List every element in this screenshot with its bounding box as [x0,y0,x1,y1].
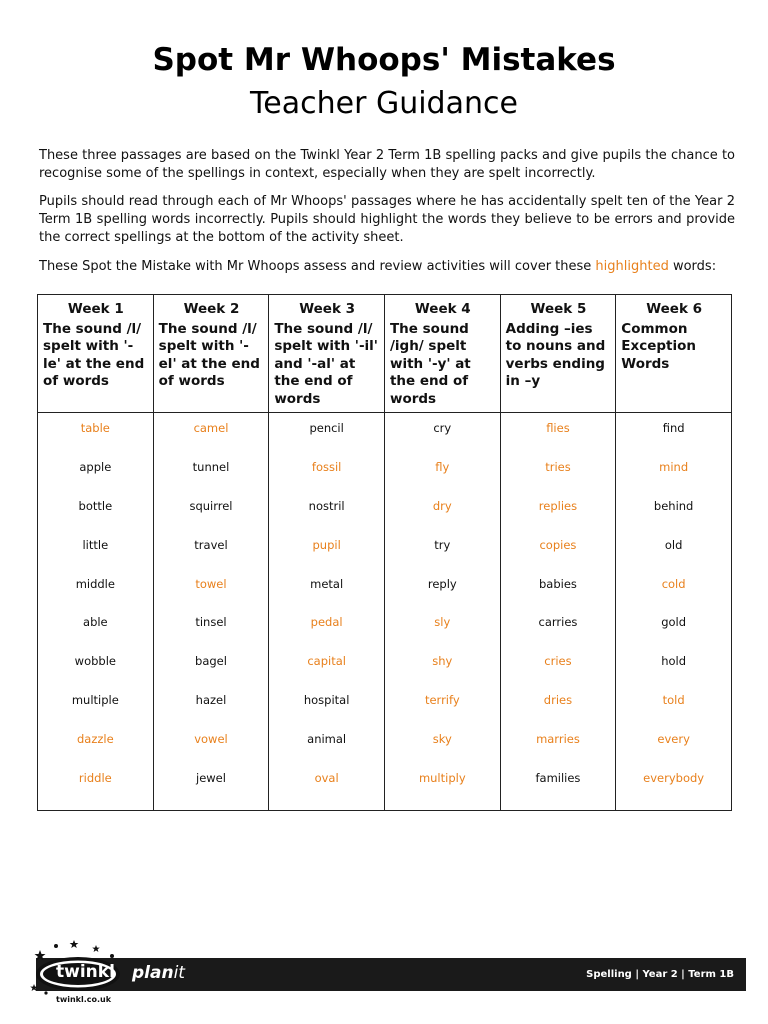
spelling-word: carries [538,615,578,630]
spelling-word: metal [310,576,344,591]
spelling-word: shy [432,654,453,669]
intro-highlighted-word: highlighted [595,259,669,274]
week-label: Week 6 [646,301,703,317]
planit-logo [132,963,185,983]
spelling-word: camel [193,421,229,435]
spelling-word: able [83,615,108,630]
footer-site-url: twinkl.co.uk [56,995,112,1004]
week-label: Week 3 [299,301,356,317]
spelling-word: oval [314,771,339,786]
week-words-cell [38,413,154,811]
spelling-word: bagel [195,654,227,669]
spelling-word: travel [194,537,228,552]
page-subtitle: Teacher Guidance [250,86,518,121]
spelling-word: families [535,771,581,786]
week-words-cell [269,413,385,811]
page-title: Spot Mr Whoops' Mistakes [152,42,616,78]
spelling-word: capital [307,654,346,669]
spelling-word: nostril [308,498,345,513]
spelling-word: mind [659,459,689,474]
week-label: Week 5 [530,301,587,317]
spelling-word: copies [539,537,577,552]
spelling-word: dries [543,693,573,708]
week-words-cell [616,413,732,811]
table-header-row [38,295,732,413]
intro-paragraph-3 [39,258,735,276]
week-words-cell [384,413,500,811]
spelling-word: dazzle [76,732,114,747]
spelling-word: gold [661,615,687,630]
spelling-word: everybody [643,771,705,786]
spelling-word: little [82,537,109,552]
spelling-word: sly [434,615,451,630]
spelling-word: towel [195,576,227,591]
spelling-word: replies [538,498,578,513]
week-description: Adding –ies to nouns and verbs ending in –y [505,320,606,389]
week-words-cell [153,413,269,811]
week-header [38,295,154,413]
week-description: The sound /l/ spelt with '-il' and '-al' at the end of words [274,320,378,407]
spelling-word: fly [435,459,450,474]
intro-paragraph-1: These three passages are based on the Twinkl Year 2 Term 1B spelling packs and give pupils the chance to recognise some of the spellings in context, especially when they are spelt incorrectly. [39,148,735,181]
week-label: Week 2 [183,301,240,317]
spelling-word: middle [75,576,115,591]
spelling-word: sky [432,732,452,747]
spelling-word: hold [661,654,687,669]
spelling-word: cold [661,576,686,591]
spelling-word: bottle [78,498,113,513]
twinkl-logo-text: twinkl [56,962,115,982]
spelling-word: wobble [74,654,116,669]
spelling-word: cry [433,421,452,435]
week-description: The sound /l/ spelt with '-el' at the end of words [158,320,260,389]
spelling-word: multiply [418,771,466,786]
week-label: Week 4 [414,301,471,317]
planit-bold: plan [132,963,174,983]
intro-text-before: These Spot the Mistake with Mr Whoops assess and review activities will cover these [39,259,596,274]
spelling-words-table [37,294,732,811]
table-words-row [38,413,732,811]
footer [0,940,768,1010]
spelling-word: pupil [312,537,341,552]
spelling-word: vowel [194,732,228,747]
spelling-word: behind [653,498,694,513]
week-label: Week 1 [67,301,124,317]
spelling-word: multiple [71,693,119,708]
spelling-word: find [662,421,685,435]
spelling-word: animal [307,732,347,747]
spelling-word: tunnel [192,459,230,474]
footer-resource-info: Spelling | Year 2 | Term 1B [586,969,734,980]
spelling-word: hospital [303,693,350,708]
week-header [616,295,732,413]
spelling-word: tries [545,459,571,474]
intro-paragraph-2: Pupils should read through each of Mr Whoops' passages where he has accidentally spelt ten of the Year 2 Term 1B spelling words incorrectly. Pupils should highlight the words they believe to be errors and provide the correct spellings at the bottom of the activity sheet. [39,194,735,245]
week-description: The sound /l/ spelt with '-le' at the end of words [43,320,145,389]
spelling-word: marries [536,732,580,747]
spelling-word: every [657,732,690,747]
spelling-word: old [664,537,683,552]
spelling-word: babies [538,576,577,591]
spelling-word: reply [427,576,457,591]
week-header [153,295,269,413]
intro-text-after: words: [668,259,717,274]
spelling-word: dry [432,498,452,513]
spelling-word: pencil [309,421,344,435]
spelling-word: jewel [196,771,226,786]
week-header [269,295,385,413]
week-words-cell [500,413,616,811]
week-description: The sound /igh/ spelt with '-y' at the end of words [389,320,471,407]
week-header [500,295,616,413]
spelling-word: try [434,537,451,552]
spelling-word: riddle [78,771,112,786]
spelling-word: fossil [311,459,342,474]
spelling-word: apple [79,459,112,474]
spelling-word: tinsel [195,615,227,630]
spelling-word: flies [546,421,570,435]
spelling-word: hazel [195,693,227,708]
spelling-word: told [662,693,685,708]
planit-thin: it [173,963,185,983]
week-header [384,295,500,413]
spelling-word: table [80,421,110,435]
spelling-word: cries [544,654,572,669]
week-description: Common Exception Words [621,320,696,372]
spelling-word: terrify [424,693,460,708]
spelling-word: squirrel [189,498,233,513]
spelling-word: pedal [310,615,343,630]
